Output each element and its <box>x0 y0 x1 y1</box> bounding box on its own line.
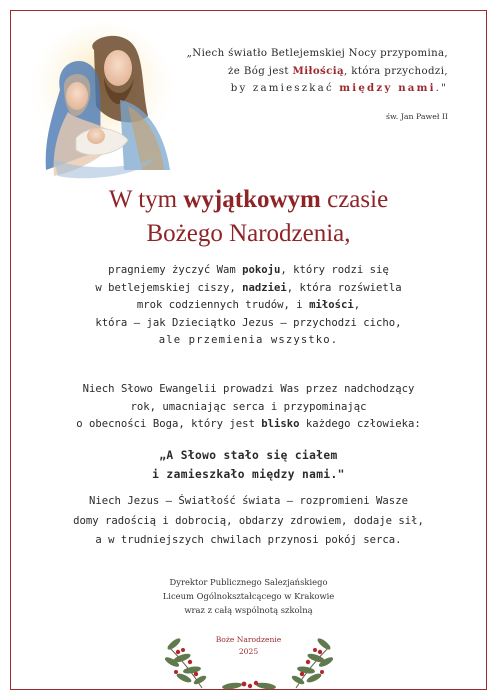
quote-text: , która przychodzi, <box>344 65 448 77</box>
paragraph-line <box>0 416 497 434</box>
paragraph-line <box>0 297 497 315</box>
paragraph-line: rok, umacniając serca i przypominając <box>130 400 367 413</box>
paragraph-line: ale przemienia wszystko. <box>158 334 339 346</box>
emphasis: pokoju <box>242 264 281 276</box>
paragraph-line: Niech Jezus – Światłość świata – rozpromieni Wasze <box>89 495 408 507</box>
text: w betlejemskiej ciszy, <box>95 281 243 294</box>
page-title <box>0 183 497 251</box>
paragraph-line: Niech Słowo Ewangelii prowadzi Was przez nadchodzący <box>82 383 415 395</box>
gospel-paragraph <box>0 381 497 434</box>
quote-text: „Niech światło Betlejemskiej Nocy przypomina, <box>186 48 448 59</box>
verse-line: „A Słowo stało się ciałem <box>159 449 338 462</box>
christmas-badge <box>0 634 497 658</box>
quote-emphasis: Miłością <box>292 64 345 77</box>
paragraph-line: która – jak Dzieciątko Jezus – przychodzi cicho, <box>95 316 402 329</box>
quote-text: by zamieszkać <box>230 83 340 94</box>
emphasis: miłości <box>309 299 354 311</box>
signature-block <box>0 575 497 617</box>
scripture-verse <box>0 446 497 484</box>
paragraph-line: a w trudniejszych chwilach przynosi pokój serca. <box>95 534 402 546</box>
quote-emphasis: między nami <box>339 82 436 94</box>
signature-line: wraz z całą wspólnotą szkolną <box>184 605 313 615</box>
blessing-paragraph <box>0 492 497 551</box>
text: mrok codziennych trudów, i <box>136 299 310 311</box>
signature-line: Dyrektor Publicznego Salezjańskiego <box>169 577 328 587</box>
text: , który rodzi się <box>280 264 389 276</box>
quote-author: św. Jan Paweł II <box>386 112 448 121</box>
quote-text: że Bóg jest <box>227 65 293 77</box>
title-emphasis: wyjątkowym <box>183 186 321 213</box>
text: , <box>353 299 361 311</box>
quote-line-1 <box>150 46 448 63</box>
wishes-paragraph <box>0 262 497 350</box>
quote-line-2 <box>150 63 448 81</box>
paragraph-line <box>0 262 497 280</box>
title-line-1 <box>0 183 497 217</box>
text: , która rozświetla <box>286 281 402 294</box>
verse-line: i zamieszkało między nami." <box>152 468 345 481</box>
paragraph-line: domy radością i dobrocią, obdarzy zdrowiem, dodaje sił, <box>73 514 424 527</box>
text: każdego człowieka: <box>299 418 421 430</box>
paragraph-line <box>0 280 497 298</box>
text: o obecności Boga, który jest <box>76 418 262 430</box>
title-line-2: Bożego Narodzenia, <box>146 220 351 247</box>
signature-line: Liceum Ogólnokształcącego w Krakowie <box>162 591 335 601</box>
badge-year: 2025 <box>238 647 259 656</box>
title-text: czasie <box>320 186 389 213</box>
title-text: W tym <box>108 186 184 213</box>
quote-block <box>150 46 448 98</box>
emphasis: blisko <box>261 418 300 430</box>
text: pragniemy życzyć Wam <box>108 264 243 276</box>
quote-line-3 <box>150 80 448 98</box>
quote-text: ." <box>435 83 448 94</box>
badge-label: Boże Narodzenie <box>215 635 282 644</box>
emphasis: nadziei <box>242 281 287 294</box>
